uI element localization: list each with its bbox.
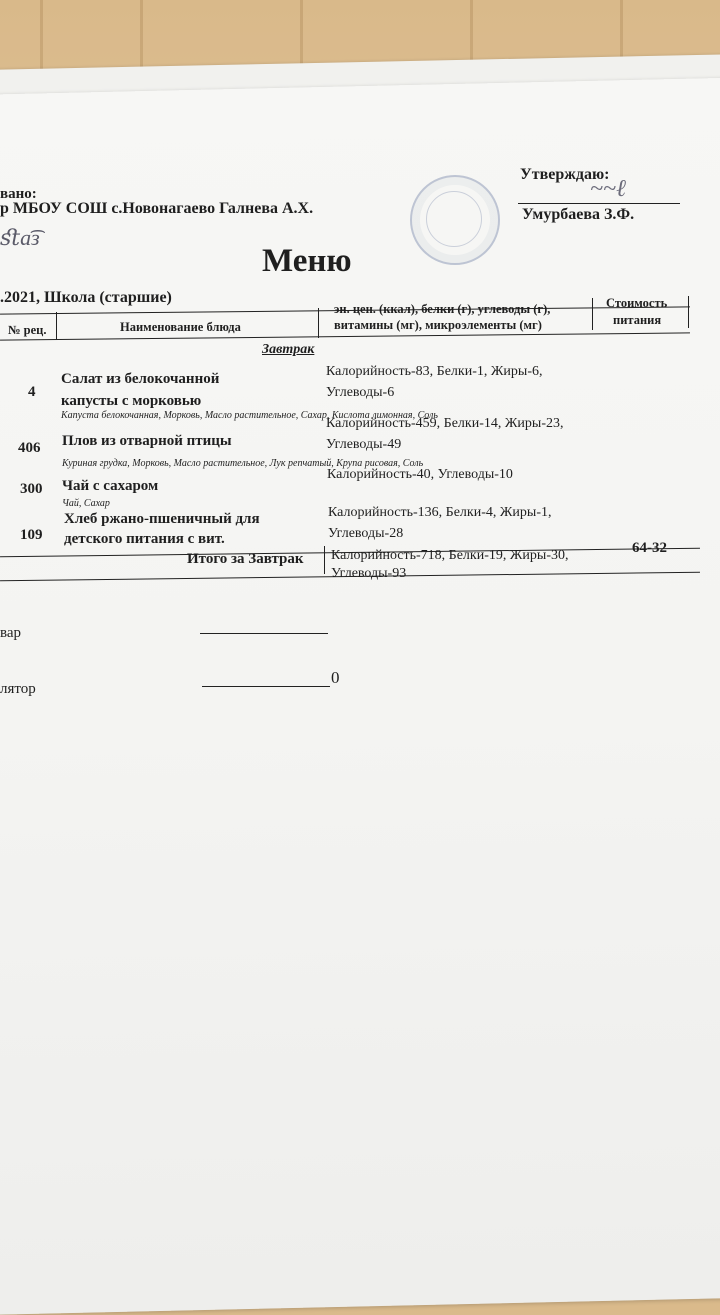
row-2-dish-line1: Плов из отварной птицы xyxy=(62,433,232,449)
total-nutrition-line1: Калорийность-718, Белки-19, Жиры-30, xyxy=(331,548,569,563)
approve-signature-line xyxy=(518,203,680,204)
col-header-cost-2: питания xyxy=(613,313,662,327)
col-divider-2 xyxy=(318,308,319,338)
total-nutrition-line2: Углеводы-93 xyxy=(331,566,407,581)
row-1-num: 4 xyxy=(28,384,36,400)
col-divider-3 xyxy=(592,298,593,330)
col-header-nutrition-1: эн. цен. (ккал), белки (г), углеводы (г), xyxy=(334,302,551,316)
row-1-dish-line1: Салат из белокочанной xyxy=(61,371,220,387)
approver-signature: ~~ℓ xyxy=(590,176,626,202)
row-1-nutrition-line2: Углеводы-6 xyxy=(326,385,395,400)
calculator-suffix: 0 xyxy=(331,668,340,687)
row-1-ingredients: Капуста белокочанная, Морковь, Масло растительное, Сахар, Кислота лимонная, Соль xyxy=(61,410,438,421)
col-divider-4 xyxy=(688,296,689,328)
row-4-dish-line1: Хлеб ржано-пшеничный для xyxy=(64,511,260,527)
total-label: Итого за Завтрак xyxy=(187,551,304,567)
row-1-nutrition-line1: Калорийность-83, Белки-1, Жиры-6, xyxy=(326,364,543,379)
row-2-ingredients: Куриная грудка, Морковь, Масло растительное, Лук репчатый, Крупа рисовая, Соль xyxy=(62,458,424,469)
row-4-dish-line2: детского питания с вит. xyxy=(64,531,225,547)
col-header-dish: Наименование блюда xyxy=(120,320,241,334)
row-1-dish-line2: капусты с морковью xyxy=(61,393,202,409)
section-breakfast: Завтрак xyxy=(262,342,315,357)
total-price: 64-32 xyxy=(632,540,667,556)
calculator-label: лятор xyxy=(0,681,36,697)
col-header-recipe: № рец. xyxy=(8,323,47,337)
col-header-cost-1: Стоимость xyxy=(606,296,668,310)
total-divider xyxy=(324,546,325,574)
agreed-person: р МБОУ СОШ с.Новонагаево Галнева А.Х. xyxy=(0,200,314,217)
date-school-line: .2021, Школа (старшие) xyxy=(0,289,172,306)
row-2-nutrition-line1: Калорийность-459, Белки-14, Жиры-23, xyxy=(326,416,564,431)
col-divider-1 xyxy=(56,312,57,340)
row-4-nutrition-line2: Углеводы-28 xyxy=(328,526,404,541)
page-title: Меню xyxy=(262,243,352,279)
row-3-ingredients: Чай, Сахар xyxy=(62,498,110,509)
row-4-num: 109 xyxy=(20,527,43,543)
row-2-nutrition-line2: Углеводы-49 xyxy=(326,437,402,452)
cook-signature-line xyxy=(200,633,328,634)
left-signature: ﬆа͡з xyxy=(0,225,40,250)
row-3-dish-line1: Чай с сахаром xyxy=(62,478,159,494)
row-2-num: 406 xyxy=(18,440,41,456)
agreed-label: вано: xyxy=(0,186,37,202)
row-3-nutrition-line1: Калорийность-40, Углеводы-10 xyxy=(327,467,513,482)
cook-label: вар xyxy=(0,625,22,641)
paper-sheet xyxy=(0,77,720,1315)
col-header-nutrition-2: витамины (мг), микроэлементы (мг) xyxy=(334,318,542,332)
approve-label: Утверждаю: xyxy=(520,166,610,183)
official-stamp xyxy=(410,175,500,265)
approver-name: Умурбаева З.Ф. xyxy=(522,206,635,223)
calculator-signature-line xyxy=(202,686,330,687)
row-4-nutrition-line1: Калорийность-136, Белки-4, Жиры-1, xyxy=(328,505,552,520)
row-3-num: 300 xyxy=(20,481,43,497)
